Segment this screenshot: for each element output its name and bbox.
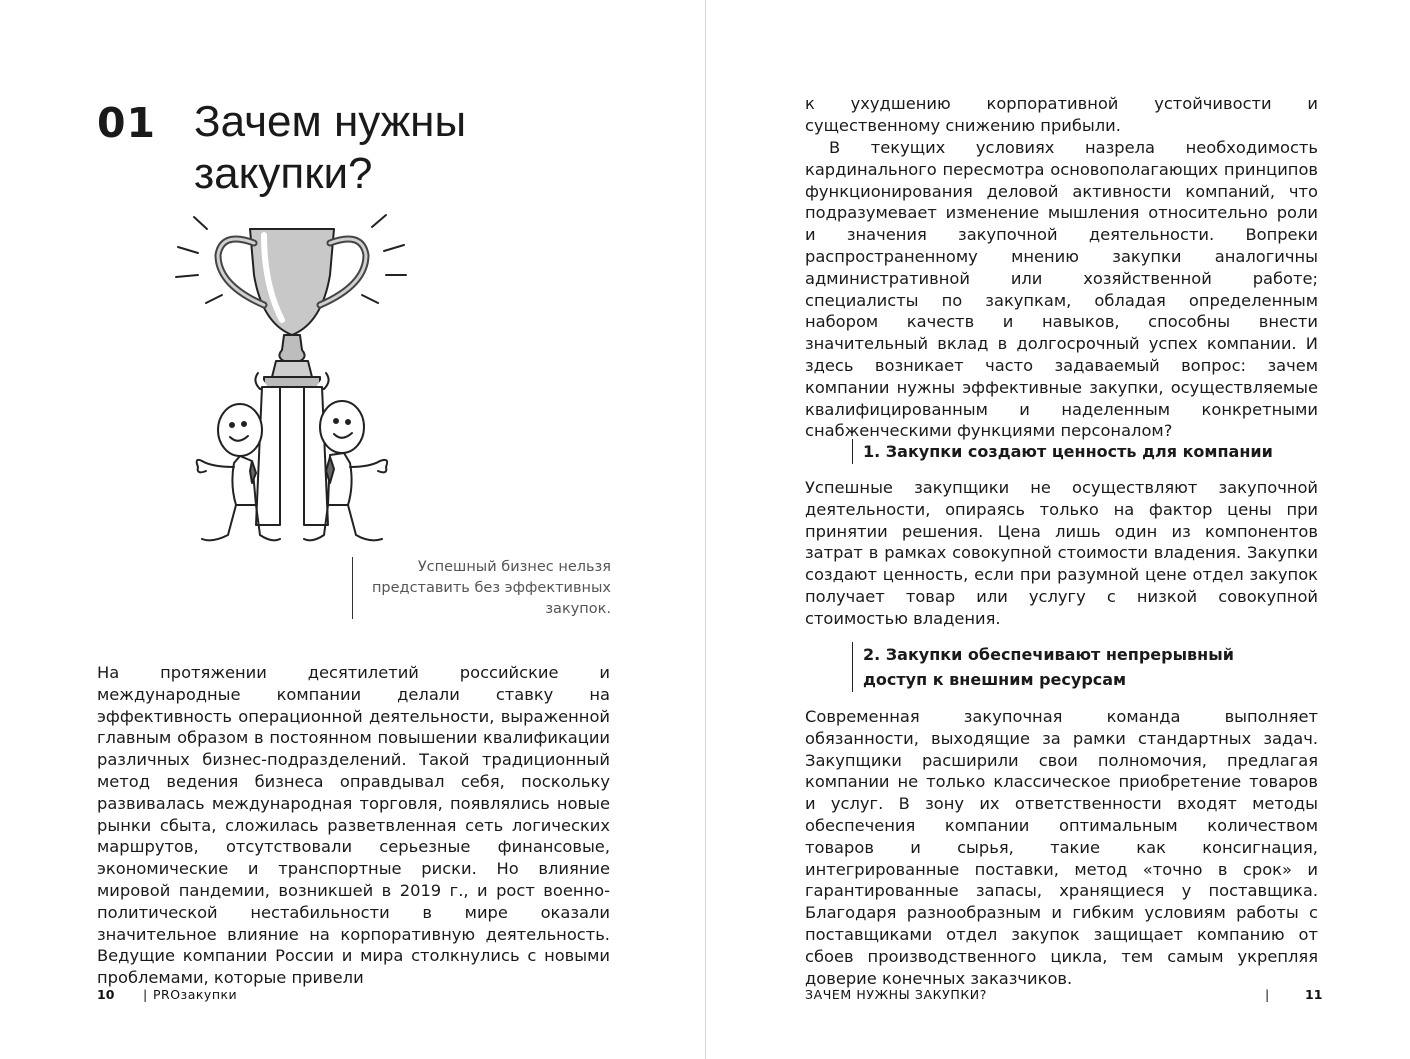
- section-1-body: Успешные закупщики не осуществляют закупочной деятельности, опираясь только на фактор цены при принятии решения. Цена лишь один из компонентов затрат в рамках совокупной стоимости владения. Закупки создают ценность, если при разумной цене отдел закупок получает товар или услугу с низкой совокупной стоимостью владения.: [805, 478, 1318, 628]
- left-body-paragraph: На протяжении десятилетий российские и международные компании делали ставку на эффективность операционной деятельности, выраженной главным образом в постоянном повышении квалификации различных бизнес-подразделений. Такой традиционный метод ведения бизнеса оправдывал себя, поскольку развивалась международная торговля, появлялись новые рынки сбыта, сложилась разветвленная сеть логических маршрутов, отсутствовали серьезные финансовые, экономические и транспортные риски. Но влияние мировой пандемии, возникшей в 2019 г., и рост военно-политической нестабильности в мире оказали значительное влияние на корпоративную деятельность. Ведущие компании России и мира столкнулись с новыми проблемами, которые привели: [97, 663, 610, 988]
- left-page-number: 10: [97, 987, 115, 1002]
- pull-quote: [352, 557, 611, 619]
- book-title: PROзакупки: [153, 987, 238, 1002]
- left-footer-separator: |: [143, 987, 148, 1002]
- section-1-heading: 1. Закупки создают ценность для компании: [852, 439, 1323, 464]
- chapter-title: Зачем нужны закупки?: [194, 97, 467, 198]
- pull-quote-text: Успешный бизнес нельзя представить без эффективных закупок.: [371, 559, 611, 617]
- chapter-number: 01: [97, 99, 157, 147]
- right-paragraph-1: к ухудшению корпоративной устойчивости и существенному снижению прибыли.: [805, 94, 1318, 135]
- right-page-number: 11: [1305, 987, 1323, 1002]
- running-chapter-label: ЗАЧЕМ НУЖНЫ ЗАКУПКИ?: [805, 987, 987, 1002]
- trophy-with-two-cartoon-men-icon: [172, 205, 412, 550]
- right-paragraph-2: В текущих условиях назрела необходимость кардинального пересмотра основополагающих принципов функционирования деловой активности компаний, что подразумевает изменение мышления относительно роли и значения закупочной деятельности. Вопреки распространенному мнению закупки аналогичны административной или хозяйственной работе; специалисты по закупкам, обладая определенным набором качеств и навыков, способны внести значительный вклад в долгосрочный успех компании. И здесь возникает часто задаваемый вопрос: зачем компании нужны эффективные закупки, осуществляемые квалифицированным и наделенным конкретными снабженческими функциями персоналом?: [805, 138, 1318, 441]
- book-spine: [705, 0, 706, 1059]
- section-2-heading: 2. Закупки обеспечивают непрерывный доступ к внешним ресурсам: [852, 642, 1293, 692]
- section-2-body: Современная закупочная команда выполняет обязанности, выходящие за рамки стандартных задач. Закупщики расширили свои полномочия, предлагая компании не только классическое приобретение товаров и услуг. В зону их ответственности входят методы обеспечения компании оптимальным количеством товаров и сырья, такие как консигнация, интегрированные поставки, метод «точно в срок» и гарантированные запасы, хранящиеся у поставщика. Благодаря разнообразным и гибким условиям работы с поставщиками отдел закупок защищает компанию от сбоев производственного цикла, тем самым укрепляя доверие конечных заказчиков.: [805, 707, 1318, 988]
- right-footer-separator: |: [1265, 987, 1270, 1002]
